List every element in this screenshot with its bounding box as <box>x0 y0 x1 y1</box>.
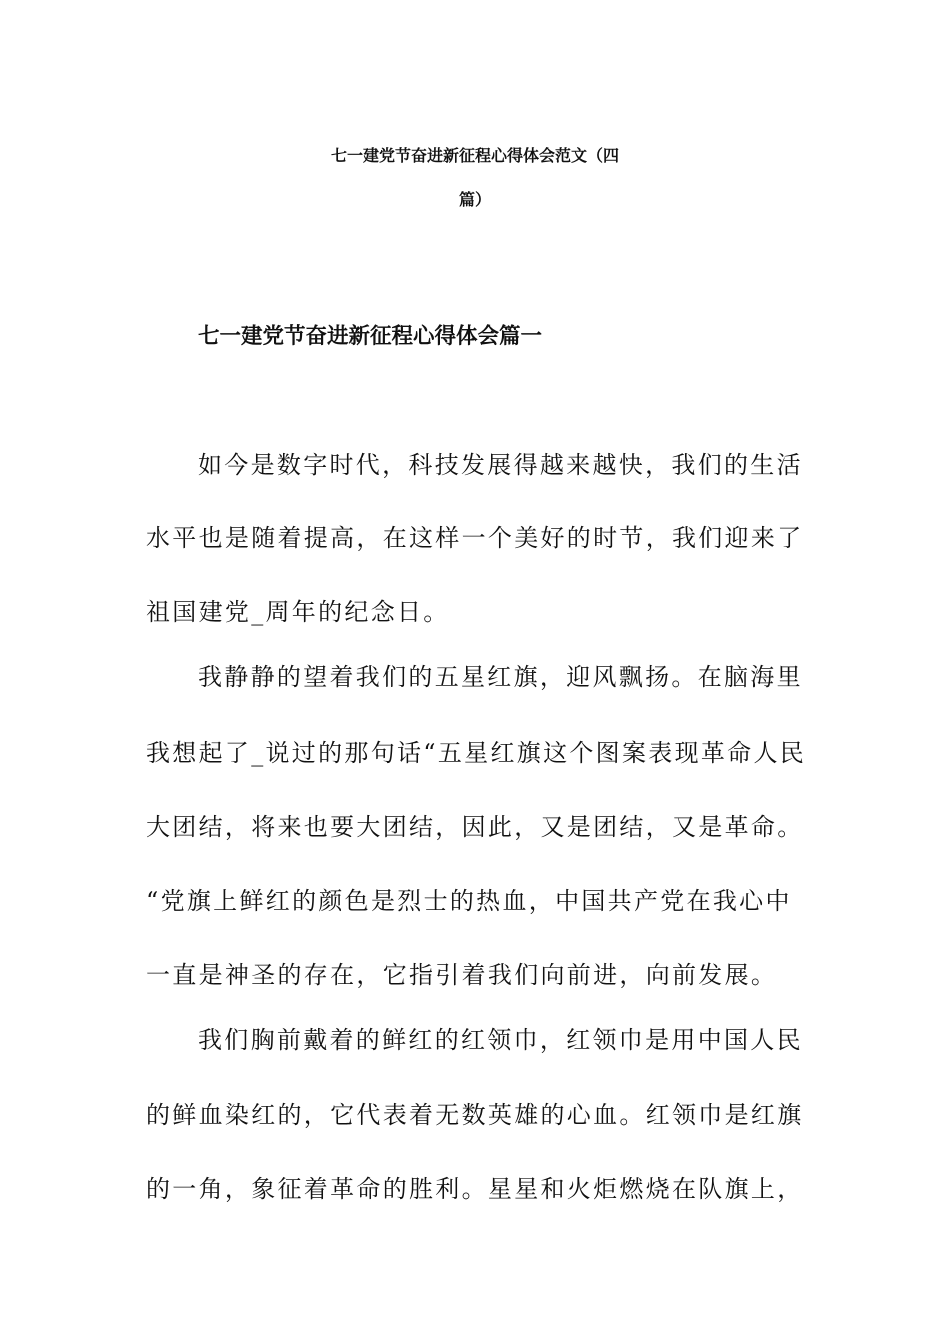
paragraph-line: 我想起了_说过的那句话“五星红旗这个图案表现革命人民 <box>146 739 807 767</box>
paragraph-line: 一直是神圣的存在，它指引着我们向前进，向前发展。 <box>146 961 778 989</box>
paragraph-line: 我静静的望着我们的五星红旗，迎风飘扬。在脑海里 <box>198 663 803 691</box>
paragraph-line: 水平也是随着提高，在这样一个美好的时节，我们迎来了 <box>146 524 804 552</box>
paragraph-line: 的一角，象征着革命的胜利。星星和火炬燃烧在队旗上， <box>146 1175 804 1203</box>
paragraph-line: 如今是数字时代，科技发展得越来越快，我们的生活 <box>198 451 803 479</box>
paragraph-line: “党旗上鲜红的颜色是烈士的热血，中国共产党在我心中 <box>146 887 792 915</box>
paragraph-line: 我们胸前戴着的鲜红的红领巾，红领巾是用中国人民 <box>198 1026 803 1054</box>
section-heading: 七一建党节奋进新征程心得体会篇一 <box>198 324 543 349</box>
document-title-line-2: 篇） <box>458 190 491 209</box>
paragraph-line: 祖国建党_周年的纪念日。 <box>146 598 450 626</box>
document-title-line-1: 七一建党节奋进新征程心得体会范文（四 <box>330 146 619 165</box>
paragraph-line: 大团结，将来也要大团结，因此，又是团结，又是革命。 <box>146 813 804 841</box>
paragraph-line: 的鲜血染红的，它代表着无数英雄的心血。红领巾是红旗 <box>146 1101 804 1129</box>
